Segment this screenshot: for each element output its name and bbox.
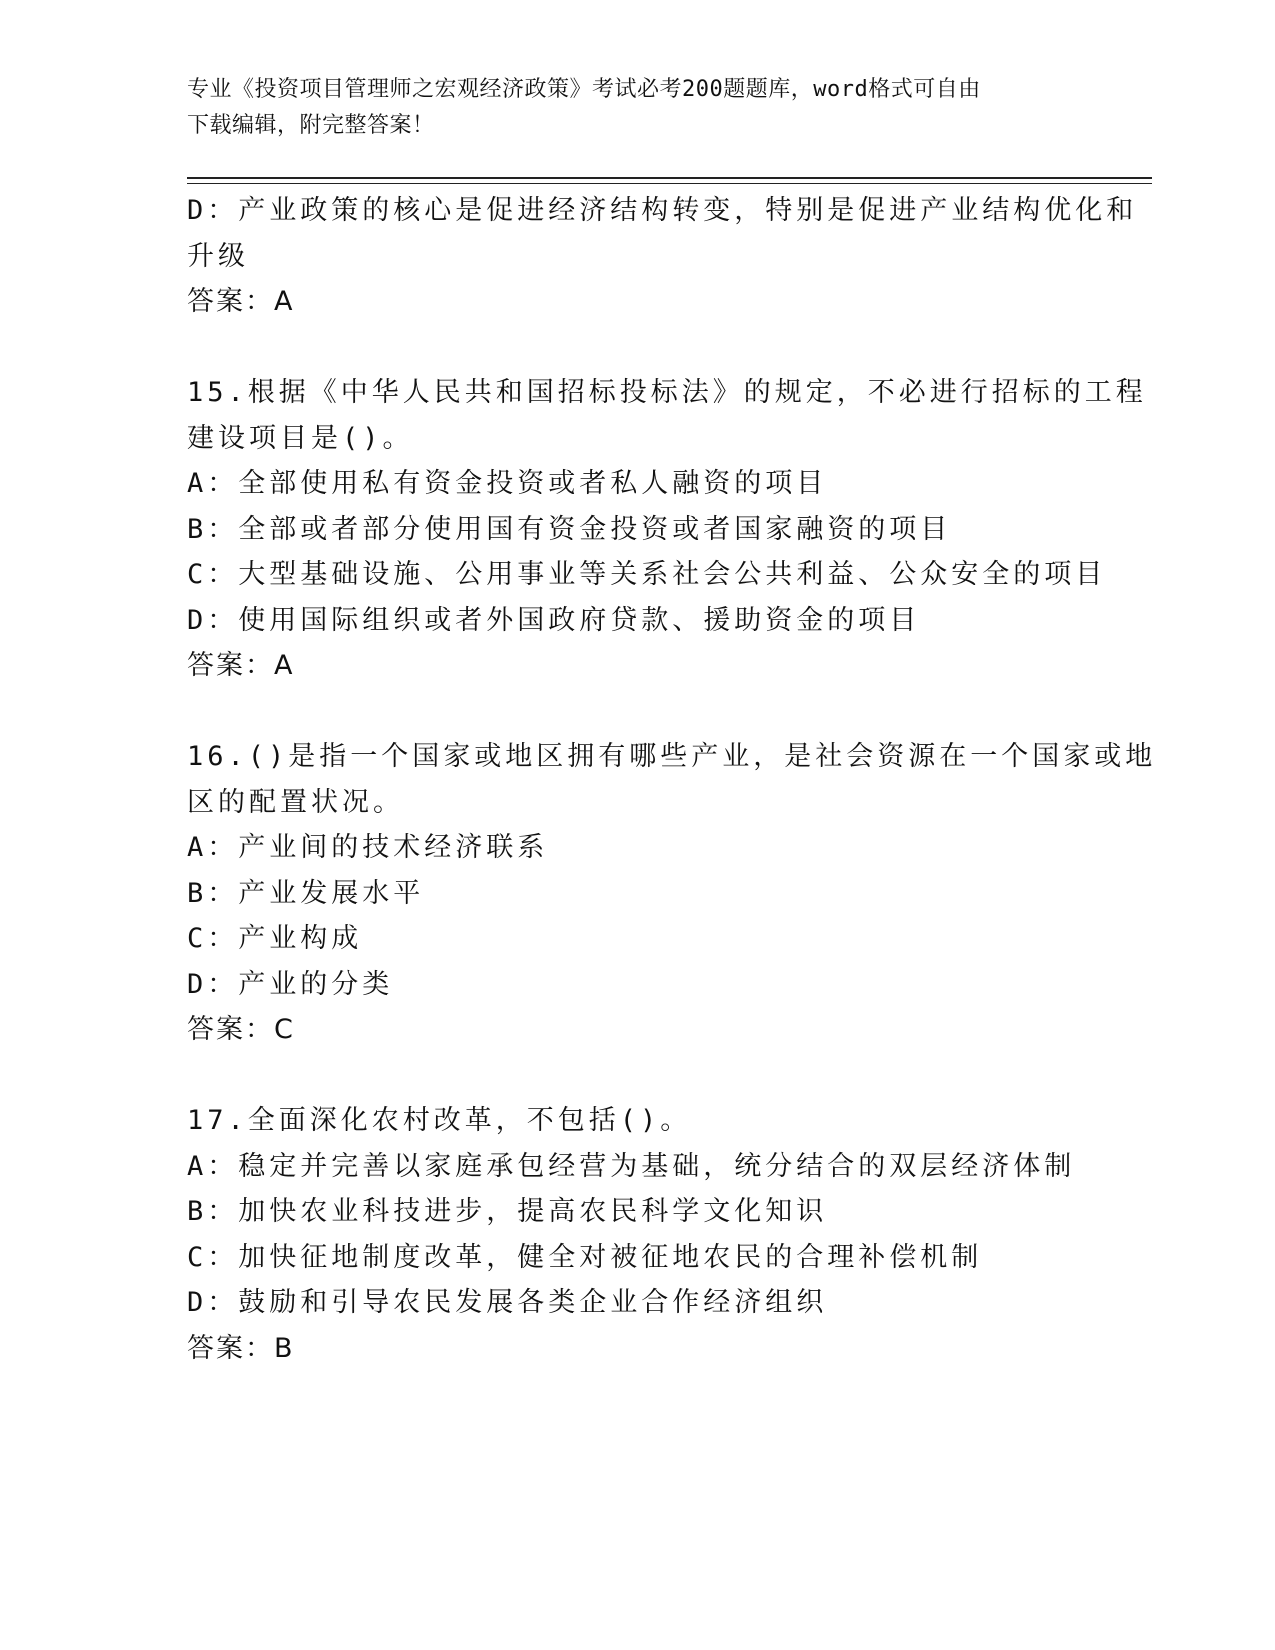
option-d: D：产业的分类 xyxy=(187,968,394,1000)
option-d: D：使用国际组织或者外国政府贷款、援助资金的项目 xyxy=(187,604,921,636)
option-d: D：产业政策的核心是促进经济结构转变，特别是促进产业结构优化和 xyxy=(187,195,1138,226)
header-divider-thin xyxy=(187,183,1152,184)
question-text: 15.根据《中华人民共和国招标投标法》的规定，不必进行招标的工程 xyxy=(187,377,1147,408)
option-c: C：加快征地制度改革，健全对被征地农民的合理补偿机制 xyxy=(187,1241,983,1273)
option-b: B：产业发展水平 xyxy=(187,877,425,909)
answer-line: 答案：B xyxy=(187,1332,295,1364)
question-text: 17.全面深化农村改革，不包括()。 xyxy=(187,1105,692,1136)
answer-line: 答案：C xyxy=(187,1014,295,1045)
question-text: 16.()是指一个国家或地区拥有哪些产业，是社会资源在一个国家或地 xyxy=(187,741,1157,772)
document-header xyxy=(187,72,1067,144)
question-block xyxy=(187,188,1138,325)
question-block xyxy=(187,1098,1087,1371)
option-a: A：全部使用私有资金投资或者私人融资的项目 xyxy=(187,468,828,499)
header-line-2: 下载编辑，附完整答案！ xyxy=(187,113,435,138)
answer-line: 答案：A xyxy=(187,650,295,681)
question-text-continued: 建设项目是()。 xyxy=(187,422,414,454)
header-line-1: 专业《投资项目管理师之宏观经济政策》考试必考200题题库，word格式可自由 xyxy=(187,77,981,102)
question-block xyxy=(187,734,1157,1053)
option-b: B：加快农业科技进步，提高农民科学文化知识 xyxy=(187,1196,828,1227)
option-d: D：鼓励和引导农民发展各类企业合作经济组织 xyxy=(187,1287,828,1318)
answer-line: 答案：A xyxy=(187,286,295,317)
header-divider-thick xyxy=(187,177,1152,179)
question-text-continued: 区的配置状况。 xyxy=(187,786,404,818)
option-a: A：稳定并完善以家庭承包经营为基础，统分结合的双层经济体制 xyxy=(187,1150,1076,1182)
option-b: B：全部或者部分使用国有资金投资或者国家融资的项目 xyxy=(187,513,952,545)
option-a: A：产业间的技术经济联系 xyxy=(187,832,549,863)
question-block xyxy=(187,370,1147,689)
option-d-continued: 升级 xyxy=(187,240,249,272)
question-list xyxy=(187,188,1157,1417)
option-c: C：大型基础设施、公用事业等关系社会公共利益、公众安全的项目 xyxy=(187,559,1107,590)
option-c: C：产业构成 xyxy=(187,923,363,954)
